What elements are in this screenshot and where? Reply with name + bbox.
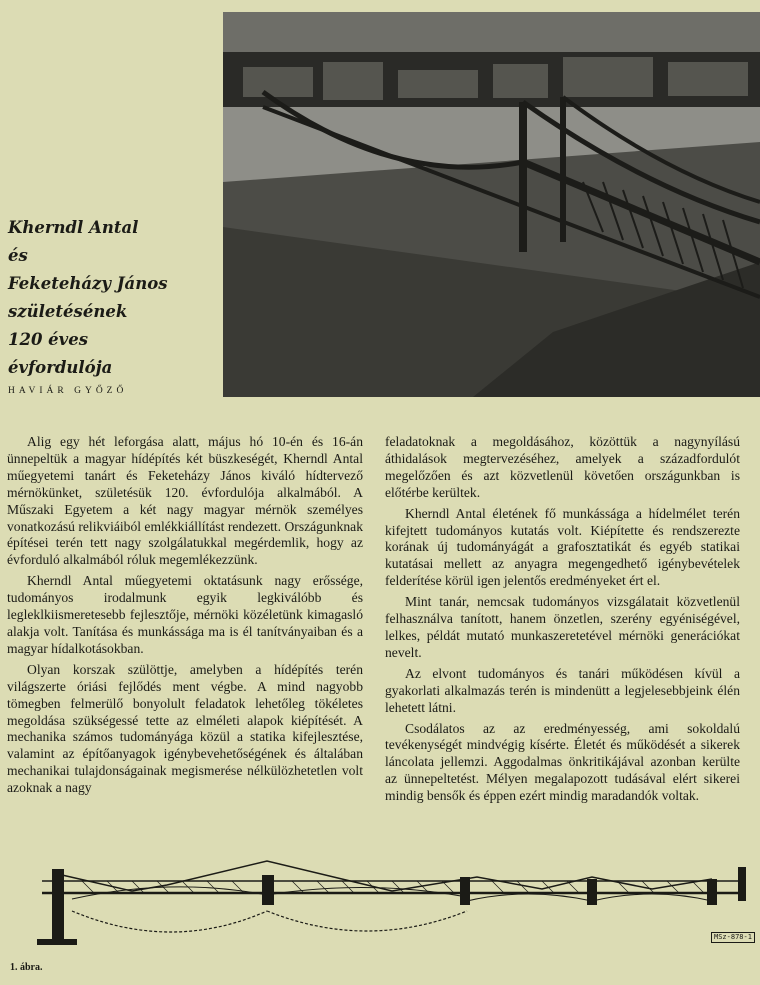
author-byline: HAVIÁR GYŐZŐ <box>8 386 128 396</box>
title-line: és <box>8 246 28 265</box>
bridge-elevation-drawing <box>12 855 757 945</box>
paragraph: Alig egy hét leforgása alatt, május hó 10-én és 16-án ünnepeltük a magyar hídépítés két büszkeségét, Kherndl Antal műegyetemi tanárt és Feketeházy János kiváló hídtervező mérnökünket, születésük 120. évfordulója alkalmából. A Műszaki Egyetem a két nagy magyar mérnök személyes vonatkozású relikviáiból emlékkiállítást rendezett. Országunknak építései terén tett nagy szolgálatukkal megérdemlik, hogy az évforduló alkalmából róluk megemlékezzünk. <box>7 434 363 568</box>
left-column <box>7 434 363 797</box>
title-line: születésének <box>8 302 128 321</box>
paragraph: Kherndl Antal életének fő munkássága a hídelmélet terén kifejtett tudományos kutatás volt. Kiépítette és rendszerezte korának új tudományágát a grafosztatikát és egyéb statikai kutatásai mellett az anyagra megengedhető igénybevételek felderítése körül igen jelentős eredményeket ért el. <box>385 505 740 589</box>
paragraph: Olyan korszak szülöttje, amelyben a hídépítés terén világszerte óriási fejlődés ment végbe. A mind nagyobb tömegben felmerülő bonyolult feladatok lehetőleg tökéletes megoldása szükségessé tette az elméleti alapok kiépítését. A mechanika számos tudományága közül a statika kifejlesztése, valamint az építőanyagok igénybevehetőségének és általában mechanikai tulajdonságainak megismerése nélkülözhetetlen volt azoknak a nagy <box>7 661 363 796</box>
bridge-photo <box>223 12 760 397</box>
paragraph: feladatoknak a megoldásához, közöttük a nagynyílású áthidalások megtervezéséhez, amelyek a századfordulót megelőzően és azt közvetlenül követően országunkban is előtérbe kerültek. <box>385 434 740 500</box>
title-line: Kherndl Antal <box>8 218 139 237</box>
paragraph: Az elvont tudományos és tanári működésen kívül a gyakorlati alkalmazás terén is mindenütt a legjelesebbjeink élén lehetett látni. <box>385 665 740 715</box>
paragraph: Mint tanár, nemcsak tudományos vizsgálatait közvetlenül felhasználva tanított, hanem önzetlen, szerény egyéniségével, lelkes, példát mutató munkaszeretetével mérnöki generációkat nevelt. <box>385 594 740 660</box>
right-column <box>385 434 740 805</box>
paragraph: Csodálatos az az eredményesség, ami sokoldalú tevékenységét mindvégig kísérte. Életét és működését a sikerek láncolata jellemzi. Aggodalmas önkritikájával azonban kerülte az ünnepeltetést. Mélyen megalapozott tudásával elért sikerei mindig bensők és éppen ezért mindig maradandók voltak. <box>385 720 740 804</box>
bridge-photo-illustration <box>223 12 760 397</box>
title-line: évfordulója <box>8 358 113 377</box>
title-line: Feketeházy János <box>8 274 168 293</box>
figure-caption: 1. ábra. <box>10 962 43 973</box>
paragraph: Kherndl Antal műegyetemi oktatásunk nagy erőssége, tudományos irodalmunk egyik legkiválóbb és legleklkiismeretesebb fejlesztője, mérnöki közéletünk kimagasló alakja volt. Tanítása és munkássága ma is él tanítványaiban és a magyar hídalkotásokban. <box>7 573 363 656</box>
article-title <box>8 214 218 382</box>
title-line: 120 éves <box>8 330 89 349</box>
drawing-reference-label: MSz-878-1 <box>711 932 755 943</box>
